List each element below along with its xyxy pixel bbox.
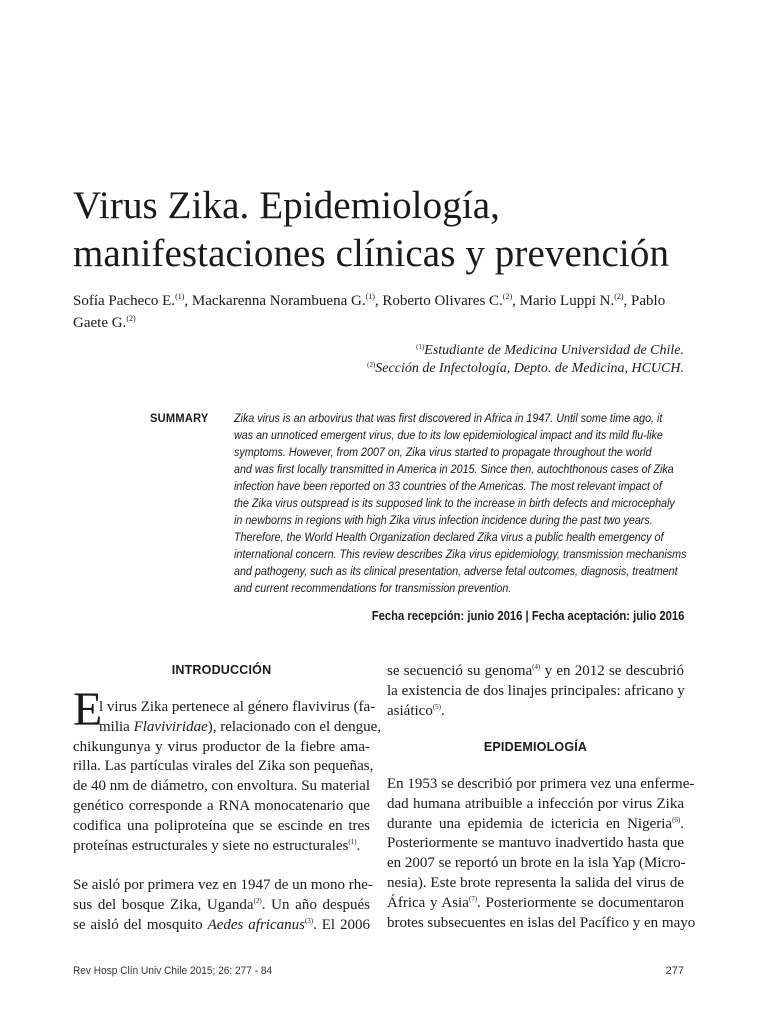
article-title [73,182,713,278]
text-line [387,662,684,682]
text-run-italic: Aedes africanus [207,916,305,933]
affiliation-text: Sección de Infectología, Depto. de Medicina, HCUCH. [375,361,684,376]
summary-line: and was first locally transmitted in America in 2015. Since then, autochthonous cases of Zika [234,462,674,476]
text-line: codifica una poliproteína que se escinde en tres [73,817,370,834]
text-line: Posteriormente se mantuvo inadvertido hasta que [387,835,684,852]
summary-label: SUMMARY [150,411,209,425]
title-line-2: manifestaciones clínicas y prevención [73,232,670,275]
text-run: asiático [387,702,433,719]
summary-line: the Zika virus outspread is its supposed link to the increase in birth defects and microcephaly [234,496,675,510]
title-line-1: Virus Zika. Epidemiología, [73,184,501,227]
text-line [387,815,684,835]
epidemiology-paragraph-1 [387,775,696,933]
journal-citation: Rev Hosp Clín Univ Chile 2015; 26: 277 - 84 [73,965,273,977]
right-paragraph-continued [387,662,684,721]
summary-line: symptoms. However, from 2007 on, Zika virus started to propagate throughout the world [234,445,652,459]
text-run: . [680,815,684,832]
citation-ref: (5) [432,702,441,711]
drop-cap: E [73,683,103,736]
author: Sofía Pacheco E. [73,293,176,309]
summary-line: and pathogeny, such as its clinical presentation, adverse fetal outcomes, diagnosis, treatment [234,564,678,578]
text-line [73,916,370,936]
text-run: se aisló del mosquito [73,916,208,933]
text-run: África y Asia [387,894,469,911]
author-ref: (1) [175,292,185,301]
author: , Mackarenna Norambuena G. [184,293,366,309]
author: , Mario Luppi N. [512,293,615,309]
citation-ref: (4) [532,663,541,671]
text-run: . [356,837,361,854]
text-run: y en 2012 se descubrió [540,663,685,679]
text-line: l virus Zika pertenece al género flavivirus (fa- [99,699,376,715]
text-run: milia [99,718,134,735]
author-ref: (2) [126,314,136,323]
author-ref: (2) [614,292,624,301]
text-run: ), relacionado con el dengue, [207,718,381,735]
text-run: . Posteriormente se documentaron [477,894,684,911]
summary-line: infection have been reported on 33 countries of the Americas. The most relevant impact of [234,479,662,493]
text-line: rilla. Las partículas virales del Zika son pequeñas, [73,758,374,775]
text-line: Se aisló por primera vez en 1947 de un mono rhe- [73,877,373,893]
citation-ref: (6) [672,815,681,824]
text-run: durante una epidemia de ictericia en Nigeria [387,815,673,832]
section-heading-introduccion: INTRODUCCIÓN [171,663,272,677]
citation-ref: (2) [253,896,262,905]
text-line [73,896,370,916]
summary-abstract [234,410,687,597]
text-line: dad humana atribuible a infección por virus Zika [387,795,684,812]
intro-paragraph-1 [73,698,381,856]
text-line [73,718,381,738]
affiliation-2 [367,360,684,378]
summary-line: international concern. This review describes Zika virus epidemiology, transmission mechanisms [234,547,687,561]
text-run: . El 2006 [313,916,370,933]
affiliations [367,342,684,378]
text-run: . Un año después [261,896,370,913]
author-ref: (2) [502,292,513,301]
summary-line: was an unnoticed emergent virus, due to its low epidemiological impact and its mild flu-like [234,428,663,442]
summary-line: Therefore, the World Health Organization declared Zika virus a public health emergency of [234,530,664,544]
intro-paragraph-2 [73,876,373,935]
text-run-italic: Flaviviridae [133,718,208,735]
text-run: . [441,702,445,719]
text-run: se secuenció su genoma [387,663,533,679]
text-line: la existencia de dos linajes principales: africano y [387,682,685,699]
text-run: sus del bosque Zika, Uganda [73,896,254,913]
affiliation-1 [367,342,684,360]
text-line: chikungunya y virus productor de la fiebre ama- [73,738,370,755]
text-line: En 1953 se describió por primera vez una enfermе- [387,776,695,792]
text-run: proteínas estructurales y siete no estructurales [73,837,349,854]
text-line [73,837,370,857]
citation-ref: (7) [468,894,478,903]
section-heading-epidemiologia: EPIDEMIOLOGÍA [483,740,588,754]
summary-line: Zika virus is an arbovirus that was first discovered in Africa in 1947. Until some time ago, it [234,411,663,425]
text-line: brotes subsecuentes en islas del Pacífico y en mayo [387,914,696,931]
citation-ref: (1) [348,837,357,846]
summary-line: and current recommendations for transmission prevention. [234,581,512,595]
author-list [73,290,693,334]
text-line [387,894,684,914]
affiliation-text: Estudiante de Medicina Universidad de Chile. [424,343,684,358]
citation-ref: (3) [304,916,314,925]
page-number: 277 [665,965,684,977]
text-line: nesia). Este brote representa la salida del virus de [387,874,684,891]
text-line [387,702,684,722]
author-ref: (1) [365,292,375,301]
text-line: en 2007 se reportó un brote en la isla Yap (Micro- [387,855,686,872]
summary-line: in newborns in regions with high Zika virus infection incidence during the past two years. [234,513,653,527]
affiliation-ref: (1) [416,343,425,351]
text-line: genético corresponde a RNA monocatenario que [73,797,370,814]
author: , Pablo Gaete G. [73,293,666,331]
text-line: de 40 nm de diámetro, con envoltura. Su material [73,778,370,795]
affiliation-ref: (2) [367,361,376,369]
author: , Roberto Olivares C. [374,293,503,309]
reception-dates: Fecha recepción: junio 2016 | Fecha aceptación: julio 2016 [371,609,684,623]
